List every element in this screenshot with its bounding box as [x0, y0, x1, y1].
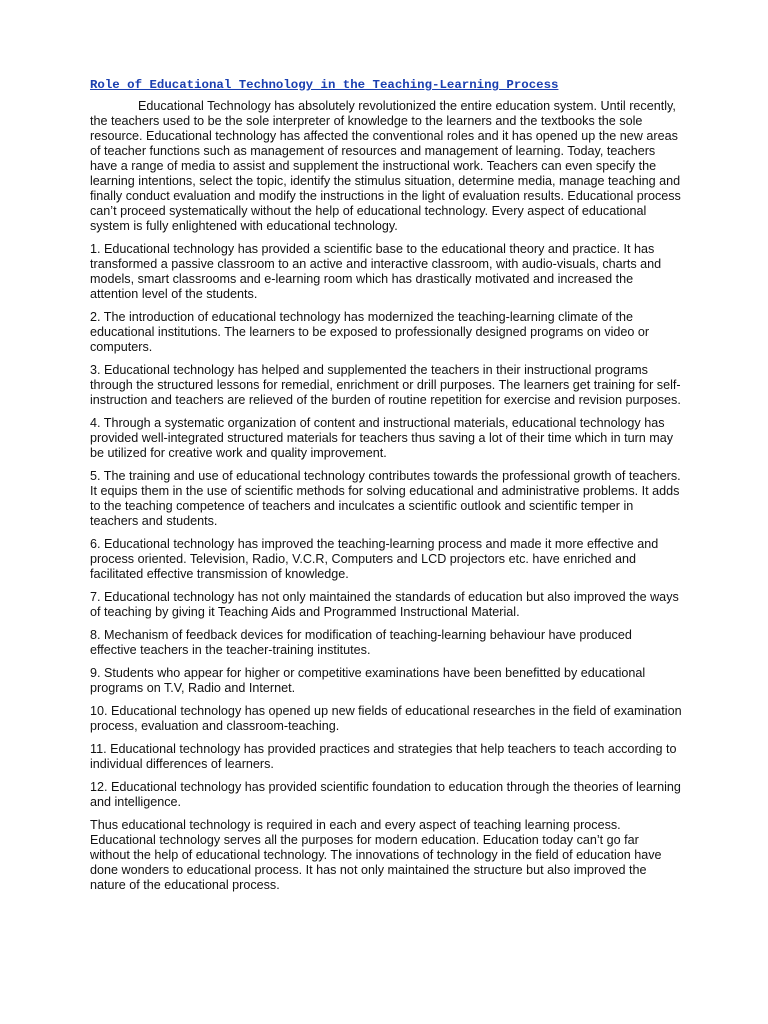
point-paragraph: 7. Educational technology has not only maintained the standards of education but also improved the ways of teaching by giving it Teaching Aids and Programmed Instructional Material.: [90, 590, 679, 619]
conclusion-paragraph: Thus educational technology is required in each and every aspect of teaching learning process. Educational technology serves all the purposes for modern education. Education today can’t go far without the help of educational technology. The innovations of technology in the field of education have done wonders to educational process. It has not only maintained the structure but also improved the nature of the educational process.: [90, 818, 662, 892]
point-paragraph: 3. Educational technology has helped and supplemented the teachers in their instructional programs through the structured lessons for remedial, enrichment or drill purposes. The learners get training for self-instruction and teachers are relieved of the burden of routine repetition for exercise and revision purposes.: [90, 363, 681, 407]
intro-paragraph: Educational Technology has absolutely revolutionized the entire education system. Until recently, the teachers used to be the sole interpreter of knowledge to the learners and the textbooks the sole resource. Educational technology has affected the conventional roles and it has opened up the new areas of teacher functions such as management of resources and management of learning. Today, teachers have a range of media to assist and supplement the instructional work. Teachers can even specify the learning intentions, select the topic, identify the stimulus situation, determine media, manage teaching and finally conduct evaluation and modify the instructions in the light of evaluation results. Educational process can’t proceed systematically without the help of educational technology. Every aspect of educational system is fully enlightened with educational technology.: [90, 99, 681, 233]
point-paragraph: 5. The training and use of educational technology contributes towards the professional growth of teachers. It equips them in the use of scientific methods for solving educational and administrative problems. It adds to the teaching competence of teachers and inculcates a scientific outlook and scientific temper in teachers and students.: [90, 469, 681, 528]
point-paragraph: 4. Through a systematic organization of content and instructional materials, educational technology has provided well-integrated structured materials for teachers thus saving a lot of their time which in turn may be utilized for creative work and quality improvement.: [90, 416, 674, 460]
point-paragraph: 12. Educational technology has provided scientific foundation to education through the theories of learning and intelligence.: [90, 780, 681, 809]
document-page: [90, 78, 682, 901]
point-paragraph: 6. Educational technology has improved the teaching-learning process and made it more effective and process oriented. Television, Radio, V.C.R, Computers and LCD projectors etc. have enriched and facilitated effective transmission of knowledge.: [90, 537, 659, 581]
point-paragraph: 9. Students who appear for higher or competitive examinations have been benefitted by educational programs on T.V, Radio and Internet.: [90, 666, 646, 695]
point-paragraph: 1. Educational technology has provided a scientific base to the educational theory and practice. It has transformed a passive classroom to an active and interactive classroom, with audio-visuals, charts and models, smart classrooms and e-learning room which has drastically motivated and increased the attention level of the students.: [90, 242, 662, 301]
point-paragraph: 8. Mechanism of feedback devices for modification of teaching-learning behaviour have produced effective teachers in the teacher-training institutes.: [90, 628, 632, 657]
point-paragraph: 2. The introduction of educational technology has modernized the teaching-learning climate of the educational institutions. The learners to be exposed to professionally designed programs on video or computers.: [90, 310, 650, 354]
point-paragraph: 11. Educational technology has provided practices and strategies that help teachers to teach according to individual differences of learners.: [90, 742, 677, 771]
point-paragraph: 10. Educational technology has opened up new fields of educational researches in the field of examination process, evaluation and classroom-teaching.: [90, 704, 682, 733]
document-title-link[interactable]: Role of Educational Technology in the Teaching-Learning Process: [90, 78, 559, 92]
